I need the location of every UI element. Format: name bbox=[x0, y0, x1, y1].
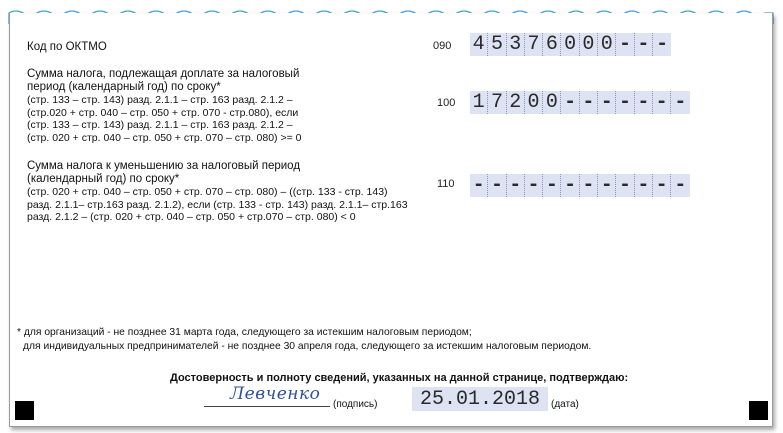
tax-reduction-cells[interactable] bbox=[470, 174, 690, 197]
char-cell[interactable]: 0 bbox=[580, 33, 598, 56]
char-cell[interactable]: 0 bbox=[561, 33, 579, 56]
tax-reduction-title-1: Сумма налога к уменьшению за налоговый период bbox=[27, 160, 301, 172]
char-cell[interactable]: 7 bbox=[525, 33, 543, 56]
char-cell[interactable]: - bbox=[635, 174, 653, 197]
confirmation-statement: Достоверность и полноту сведений, указанных на данной странице, подтверждаю: bbox=[170, 372, 629, 384]
tax-payable-title-1: Сумма налога, подлежащая доплате за налоговый bbox=[27, 68, 300, 80]
tax-payable-formula-4: (стр. 020 + стр. 040 – стр. 050 + стр. 070 – стр. 080) >= 0 bbox=[27, 131, 302, 144]
char-cell[interactable]: - bbox=[674, 174, 687, 197]
char-cell[interactable]: - bbox=[635, 33, 653, 56]
char-cell[interactable]: - bbox=[525, 174, 543, 197]
char-cell[interactable]: 5 bbox=[488, 33, 506, 56]
row-tax-reduction-label bbox=[27, 160, 408, 224]
char-cell[interactable]: - bbox=[507, 174, 525, 197]
char-cell[interactable]: - bbox=[598, 174, 616, 197]
tax-reduction-formula-1: (стр. 020 + стр. 040 – стр. 050 + стр. 070 – стр. 080) – ((стр. 133 - стр. 143) bbox=[27, 186, 388, 198]
line-code-110: 110 bbox=[437, 178, 455, 190]
char-cell[interactable]: - bbox=[616, 174, 634, 197]
footnote bbox=[17, 326, 591, 354]
char-cell[interactable]: - bbox=[561, 91, 579, 114]
char-cell[interactable]: - bbox=[598, 91, 616, 114]
char-cell[interactable]: 4 bbox=[470, 33, 488, 56]
line-code-100: 100 bbox=[437, 97, 456, 109]
char-cell[interactable]: - bbox=[656, 33, 669, 56]
signature-caption: (подпись) bbox=[333, 399, 378, 410]
char-cell[interactable]: 1 bbox=[470, 91, 488, 114]
char-cell[interactable]: - bbox=[488, 174, 506, 197]
char-cell[interactable]: 3 bbox=[507, 33, 525, 56]
char-cell[interactable]: - bbox=[616, 91, 634, 114]
char-cell[interactable]: - bbox=[653, 174, 671, 197]
corner-marker-left bbox=[15, 401, 34, 420]
char-cell[interactable]: - bbox=[580, 174, 598, 197]
char-cell[interactable]: - bbox=[653, 91, 671, 114]
char-cell[interactable]: 0 bbox=[525, 91, 543, 114]
tax-payable-cells[interactable] bbox=[470, 91, 690, 114]
corner-marker-right bbox=[749, 401, 768, 420]
char-cell[interactable]: - bbox=[470, 174, 488, 197]
signature-handwritten[interactable]: Левченко bbox=[230, 384, 321, 404]
tax-payable-formula-1: (стр. 133 – стр. 143) разд. 2.1.1 – стр. 163 разд. 2.1.2 – bbox=[27, 94, 293, 106]
char-cell[interactable]: - bbox=[616, 33, 634, 56]
char-cell[interactable]: 0 bbox=[543, 91, 561, 114]
date-caption: (дата) bbox=[551, 399, 579, 410]
tax-reduction-title-2: (календарный год) по сроку* bbox=[27, 173, 180, 185]
char-cell[interactable]: 7 bbox=[488, 91, 506, 114]
char-cell[interactable]: - bbox=[580, 91, 598, 114]
date-field[interactable]: 25.01.2018 bbox=[412, 387, 548, 411]
char-cell[interactable]: 2 bbox=[507, 91, 525, 114]
tax-reduction-formula-3: разд. 2.1.2 – (стр. 020 + стр. 040 – стр. 050 + стр.070 – стр. 080) < 0 bbox=[27, 211, 356, 223]
char-cell[interactable]: - bbox=[674, 91, 687, 114]
row-tax-payable-label bbox=[27, 68, 301, 144]
tax-payable-title-2: период (календарный год) по сроку* bbox=[27, 81, 221, 93]
line-code-090: 090 bbox=[433, 40, 452, 52]
footnote-line-entrepreneurs: для индивидуальных предпринимателей - не позднее 30 апреля года, следующего за истекшим налоговым периодом. bbox=[23, 341, 592, 352]
char-cell[interactable]: - bbox=[561, 174, 579, 197]
footnote-line-organizations: * для организаций - не позднее 31 марта года, следующего за истекшим налоговым периодом; bbox=[17, 327, 472, 338]
char-cell[interactable]: 0 bbox=[598, 33, 616, 56]
tax-payable-formula-3: (стр. 133 – стр. 143) разд. 2.1.1 – стр. 163 разд. 2.1.2 – bbox=[27, 119, 293, 131]
char-cell[interactable]: - bbox=[543, 174, 561, 197]
tax-payable-formula-2: (стр.020 + стр. 040 – стр. 050 + стр. 070 - стр.080), если bbox=[27, 106, 299, 119]
oktmo-cells[interactable] bbox=[470, 33, 671, 56]
row-oktmo-label bbox=[27, 41, 107, 54]
char-cell[interactable]: - bbox=[635, 91, 653, 114]
oktmo-label-text: Код по ОКТМО bbox=[27, 41, 107, 53]
char-cell[interactable]: 6 bbox=[543, 33, 561, 56]
signature-line bbox=[204, 406, 330, 407]
tax-reduction-formula-2: разд. 2.1.1– стр.163 разд. 2.1.2), если (стр. 133 - стр. 143) разд. 2.1.1– стр.163 bbox=[27, 198, 408, 211]
